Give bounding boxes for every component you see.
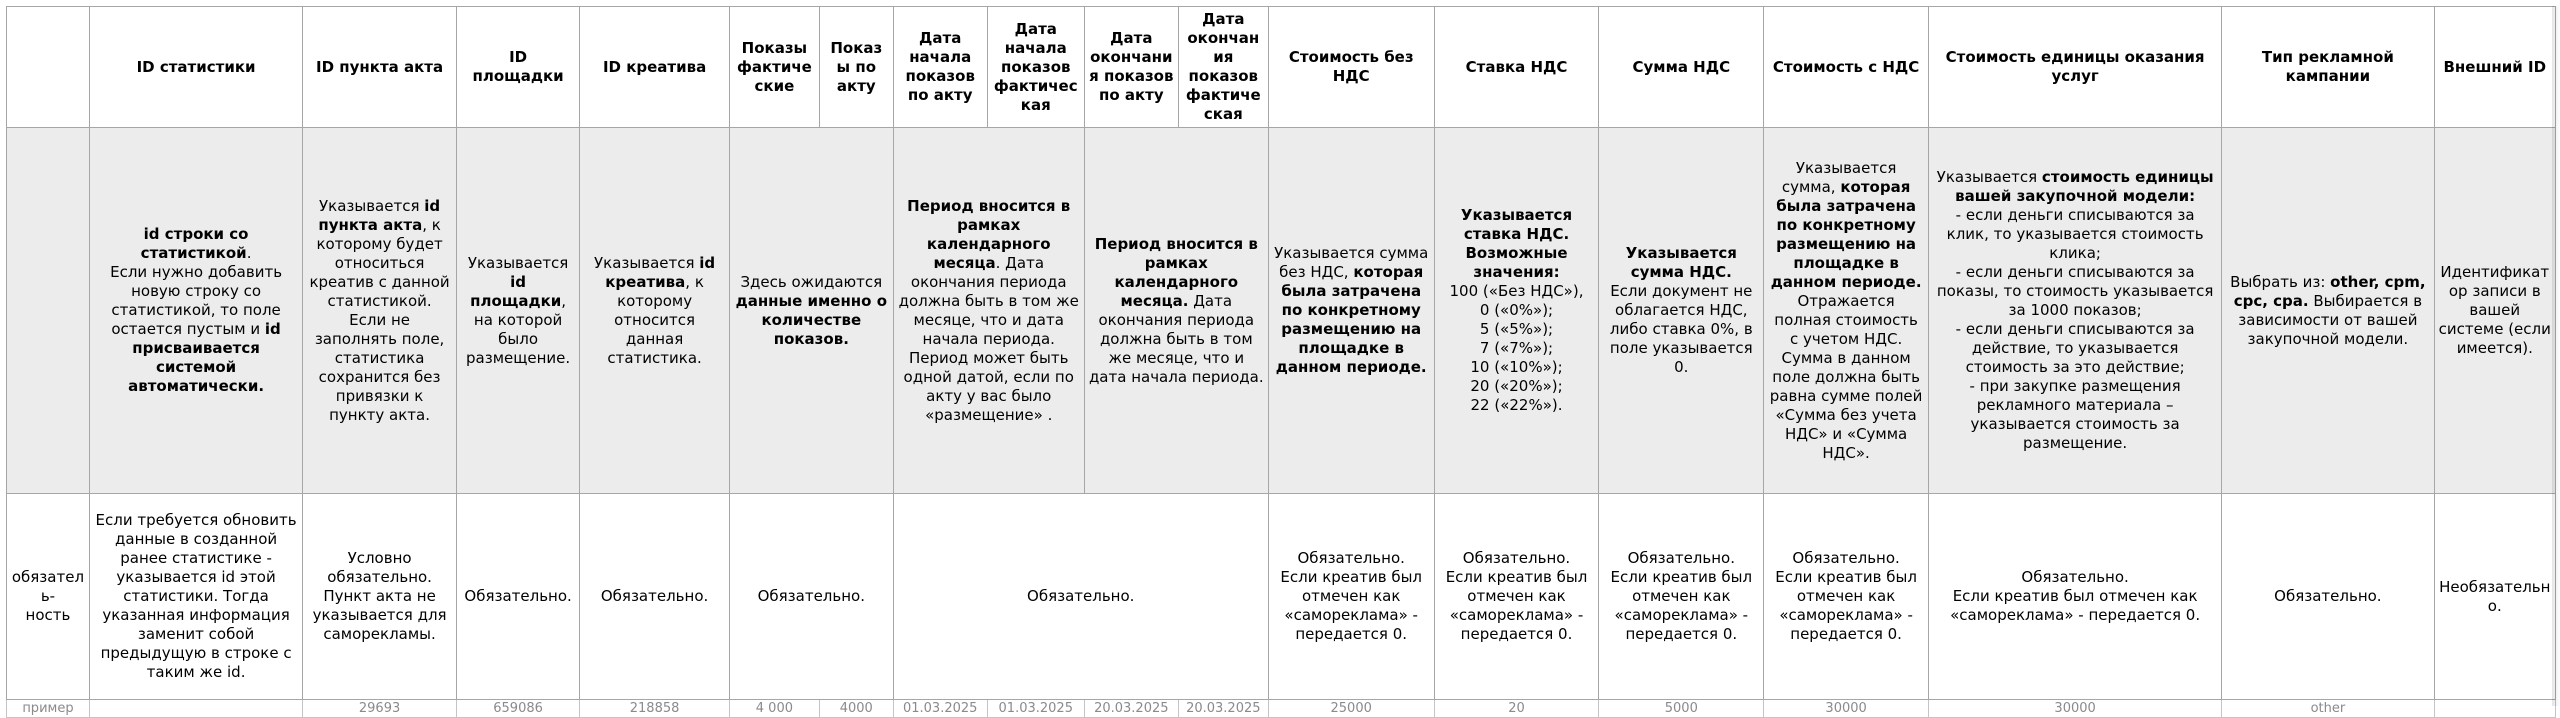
description-row [7,128,2556,494]
rich-text-segment: Выбрать из: [2230,272,2331,291]
req-cell-id-creative[interactable]: Обязательно. [580,494,730,700]
header-cell-campaign-type[interactable]: Тип рекламной кампании [2222,7,2434,128]
rich-text-segment: Выбирается в зависимости от вашей закупочной модели. [2238,291,2423,348]
rich-text-segment: id пункта акта [318,196,441,234]
rich-text-segment: Здесь ожидаются [740,272,883,291]
req-cell-id-act[interactable]: Условно обязательно. Пункт акта не указывается для саморекламы. [303,494,457,700]
rich-text-segment: id строки со статистикой [140,225,249,262]
rich-text-segment: стоимость единицы вашей закупочной модели: [1955,168,2214,205]
req-cell-cost-no-vat[interactable]: Обязательно. Если креатив был отмечен как «самореклама» - передается 0. [1268,494,1434,700]
rich-text-segment: Если документ не облагается НДС, либо ставка 0%, в поле указывается 0. [1609,282,1753,376]
header-cell-start-fact[interactable]: Дата начала показов фактическая [987,7,1084,128]
rich-text-segment: Указывается [594,253,700,272]
req-cell-vat-rate[interactable]: Обязательно. Если креатив был отмечен как «самореклама» - передается 0. [1434,494,1599,700]
rich-text-segment: которая была затрачена по конкретному размещению на площадке в данном периоде. [1275,263,1427,376]
header-cell-id-creative[interactable]: ID креатива [580,7,730,128]
req-cell-unit-cost[interactable]: Обязательно. Если креатив был отмечен как «самореклама» - передается 0. [1929,494,2222,700]
page-edge-shadow [2552,6,2560,706]
req-cell-vat-sum[interactable]: Обязательно. Если креатив был отмечен как «самореклама» - передается 0. [1599,494,1764,700]
desc-cell-rowlabel[interactable] [7,128,90,494]
header-row [7,7,2556,128]
rich-text-segment: Период вносится в рамках календарного месяца. [1094,234,1258,310]
rich-text-segment: , на которой было размещение. [466,291,571,367]
req-cell-shows[interactable]: Обязательно. [729,494,893,700]
desc-cell-unit-cost[interactable] [1929,128,2222,494]
req-cell-external-id[interactable]: Необязательно. [2434,494,2555,700]
desc-cell-id-creative[interactable] [580,128,730,494]
desc-cell-cost-vat[interactable] [1764,128,1929,494]
example-cell-id-stat[interactable] [89,700,302,718]
rich-text-segment: Указывается сумма без НДС, [1274,244,1429,281]
rich-text-segment: которая была затрачена по конкретному размещению на площадке в данном периоде. [1770,177,1922,291]
example-cell-start-act[interactable]: 01.03.2025 [893,700,987,718]
req-cell-cost-vat[interactable]: Обязательно. Если креатив был отмечен как «самореклама» - передается 0. [1764,494,1929,700]
rich-text-segment: Указывается [1936,168,2042,186]
example-cell-vat-rate[interactable]: 20 [1434,700,1599,718]
rich-text-segment: , к которому относится данная статистика. [607,272,704,367]
example-cell-id-creative[interactable]: 218858 [580,700,730,718]
statistics-template-table [6,6,2556,718]
desc-cell-vat-rate[interactable] [1434,128,1599,494]
example-cell-vat-sum[interactable]: 5000 [1599,700,1764,718]
example-row [7,700,2556,718]
req-cell-campaign-type[interactable]: Обязательно. [2222,494,2434,700]
rich-text-segment: Дата окончания периода должна быть в том же месяце, что и дата начала периода. [1088,291,1264,386]
rich-text-segment: other, cpm, cpc, cpa. [2233,272,2426,310]
rich-text-segment: Идентификатор записи в вашей системе (если имеется). [2438,263,2551,357]
header-cell-vat-rate[interactable]: Ставка НДС [1434,7,1599,128]
desc-cell-dates-end[interactable] [1084,128,1268,494]
header-cell-external-id[interactable]: Внешний ID [2434,7,2555,128]
header-cell-id-site[interactable]: ID площадки [456,7,579,128]
example-cell-end-act[interactable]: 20.03.2025 [1084,700,1178,718]
header-cell-start-act[interactable]: Дата начала показов по акту [893,7,987,128]
req-cell-dates[interactable]: Обязательно. [893,494,1268,700]
desc-cell-shows[interactable] [729,128,893,494]
example-cell-shows-fact[interactable]: 4 000 [729,700,819,718]
rich-text-segment: Отражается полная стоимость с учетом НДС. Сумма в данном поле должна быть равна сумме полей «Сумма без учета НДС» и «Сумма НДС». [1769,291,1923,462]
req-cell-id-site[interactable]: Обязательно. [456,494,579,700]
desc-cell-dates-start[interactable] [893,128,1084,494]
example-cell-id-site[interactable]: 659086 [456,700,579,718]
desc-cell-cost-no-vat[interactable] [1268,128,1434,494]
header-cell-shows-act[interactable]: Показы по акту [819,7,893,128]
desc-cell-id-stat[interactable] [89,128,302,494]
rich-text-segment: Указывается ставка НДС. Возможные значения: [1460,206,1573,281]
rich-text-segment: - если деньги списываются за клик, то указывается стоимость клика; - если деньги списываются за показы, то стоимость указывается за 1000 показов; - если деньги списываются за действие, то указывается стоимость за это действие; - при закупке размещения рекламного материала – указывается стоимость за размещение. [1936,206,2214,452]
example-cell-id-act[interactable]: 29693 [303,700,457,718]
rich-text-segment: 100 («Без НДС»), 0 («0%»); 5 («5%»); 7 («7%»); 10 («10%»); 20 («20%»); 22 («22%»). [1449,282,1584,414]
example-cell-shows-act[interactable]: 4000 [819,700,893,718]
example-cell-cost-vat[interactable]: 30000 [1764,700,1929,718]
rich-text-segment: Период вносится в рамках календарного месяца [907,196,1071,272]
rich-text-segment: id креатива [605,253,716,291]
rich-text-segment: Указывается [467,253,569,272]
header-cell-cost-vat[interactable]: Стоимость с НДС [1764,7,1929,128]
rich-text-segment: . Дата окончания периода должна быть в том же месяце, что и дата начала периода. Период может быть одной датой, если по акту у вас было «размещение» . [898,253,1079,424]
desc-cell-external-id[interactable] [2434,128,2555,494]
header-cell-id-stat[interactable]: ID статистики [89,7,302,128]
rich-text-segment: id площадки [470,272,562,310]
example-cell-external-id[interactable] [2434,700,2555,718]
header-cell-end-act[interactable]: Дата окончания показов по акту [1084,7,1178,128]
rich-text-segment: Указывается сумма, [1781,158,1897,196]
desc-cell-vat-sum[interactable] [1599,128,1764,494]
header-cell-vat-sum[interactable]: Сумма НДС [1599,7,1764,128]
rich-text-segment: Если нужно добавить новую строку со статистикой, то поле остается пустым и [110,263,283,338]
desc-cell-id-act[interactable] [303,128,457,494]
example-cell-campaign-type[interactable]: other [2222,700,2434,718]
rich-text-segment: Указывается [319,196,425,215]
example-cell-end-fact[interactable]: 20.03.2025 [1178,700,1268,718]
header-cell-cost-no-vat[interactable]: Стоимость без НДС [1268,7,1434,128]
header-cell-unit-cost[interactable]: Стоимость единицы оказания услуг [1929,7,2222,128]
header-cell-rowlabel[interactable] [7,7,90,128]
requirement-row [7,494,2556,700]
example-cell-unit-cost[interactable]: 30000 [1929,700,2222,718]
rich-text-segment: , к которому будет относиться креатив с данной статистикой. Если не заполнять поле, статистика сохранится без привязки к пункту акта. [309,215,450,424]
example-row-label[interactable]: пример [7,700,90,718]
example-cell-cost-no-vat[interactable]: 25000 [1268,700,1434,718]
desc-cell-campaign-type[interactable] [2222,128,2434,494]
header-cell-id-act[interactable]: ID пункта акта [303,7,457,128]
req-cell-id-stat[interactable]: Если требуется обновить данные в созданной ранее статистике - указывается id этой статистики. Тогда указанная информация заменит собой предыдущую в строке с таким же id. [89,494,302,700]
rich-text-segment: id присваивается системой автоматически. [128,320,281,395]
desc-cell-id-site[interactable] [456,128,579,494]
rich-text-segment: . [246,244,252,262]
requirement-row-label[interactable]: обязатель- ность [7,494,90,700]
header-cell-end-fact[interactable]: Дата окончания показов фактическая [1178,7,1268,128]
example-cell-start-fact[interactable]: 01.03.2025 [987,700,1084,718]
rich-text-segment: Указывается сумма НДС. [1625,244,1737,281]
header-cell-shows-fact[interactable]: Показы фактические [729,7,819,128]
rich-text-segment: данные именно о количестве показов. [735,291,888,348]
